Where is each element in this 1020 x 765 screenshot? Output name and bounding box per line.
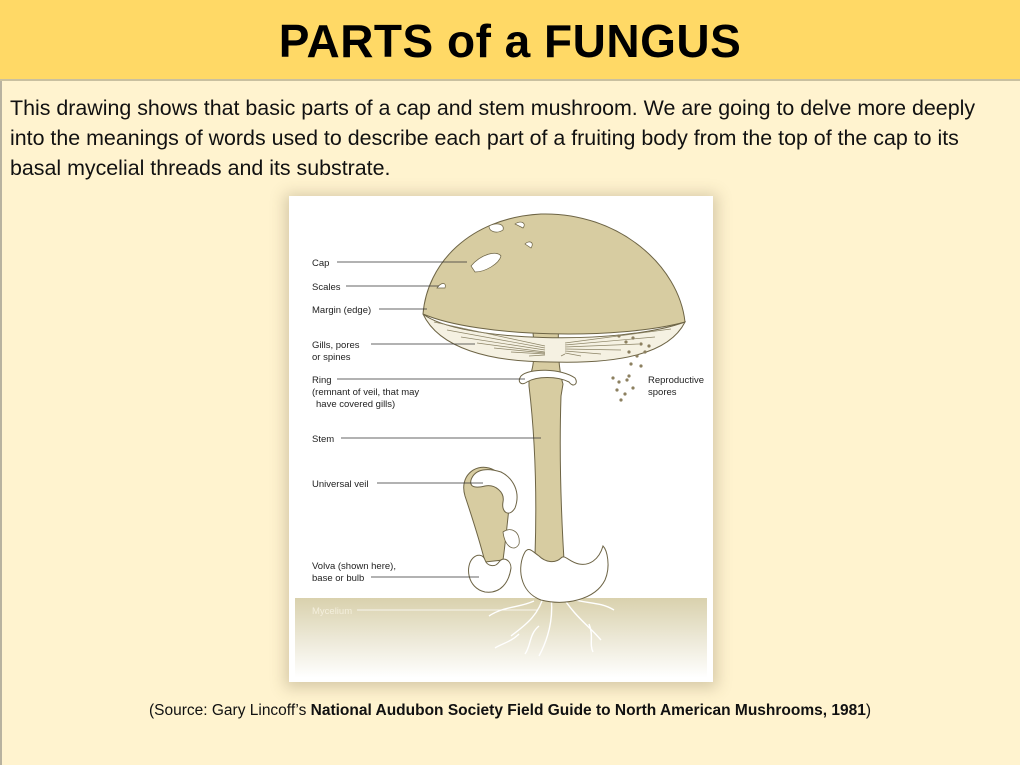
label-ring-line1: Ring — [312, 375, 332, 386]
source-book-title: National Audubon Society Field Guide to North American Mushrooms, 1981 — [310, 702, 866, 719]
slide-description: This drawing shows that basic parts of a cap and stem mushroom. We are going to delve more deeply into the meanings of words used to describe each part of a fruiting body from the top of the cap to its basal mycelial threads and its substrate. — [10, 96, 976, 180]
slide-title: PARTS of a FUNGUS — [278, 14, 742, 67]
cap-shape — [423, 214, 685, 334]
label-stem: Stem — [312, 434, 335, 445]
slide-left-border — [0, 81, 2, 765]
label-ring-line3: have covered gills) — [316, 399, 396, 410]
label-gills-line2: or spines — [312, 352, 351, 363]
label-volva-line1: Volva (shown here), — [312, 561, 396, 572]
label-spores-line2: spores — [648, 387, 677, 398]
label-spores-line1: Reproductive — [648, 375, 704, 386]
source-prefix: (Source: Gary Lincoff’s — [148, 702, 311, 719]
volva-main — [521, 546, 608, 602]
source-citation — [0, 702, 1020, 720]
slide-header — [0, 0, 1020, 81]
label-mycelium: Mycelium — [312, 606, 353, 617]
source-suffix: ) — [865, 702, 872, 719]
label-ring-line2: (remnant of veil, that may — [312, 387, 420, 398]
label-universal-veil: Universal veil — [312, 479, 369, 490]
label-margin: Margin (edge) — [312, 305, 372, 316]
mushroom-illustration — [289, 196, 713, 682]
label-volva-line2: base or bulb — [312, 573, 365, 584]
label-cap: Cap — [312, 258, 330, 269]
label-gills-line1: Gills, pores — [312, 340, 360, 351]
mushroom-diagram — [289, 196, 713, 682]
label-scales: Scales — [312, 282, 341, 293]
